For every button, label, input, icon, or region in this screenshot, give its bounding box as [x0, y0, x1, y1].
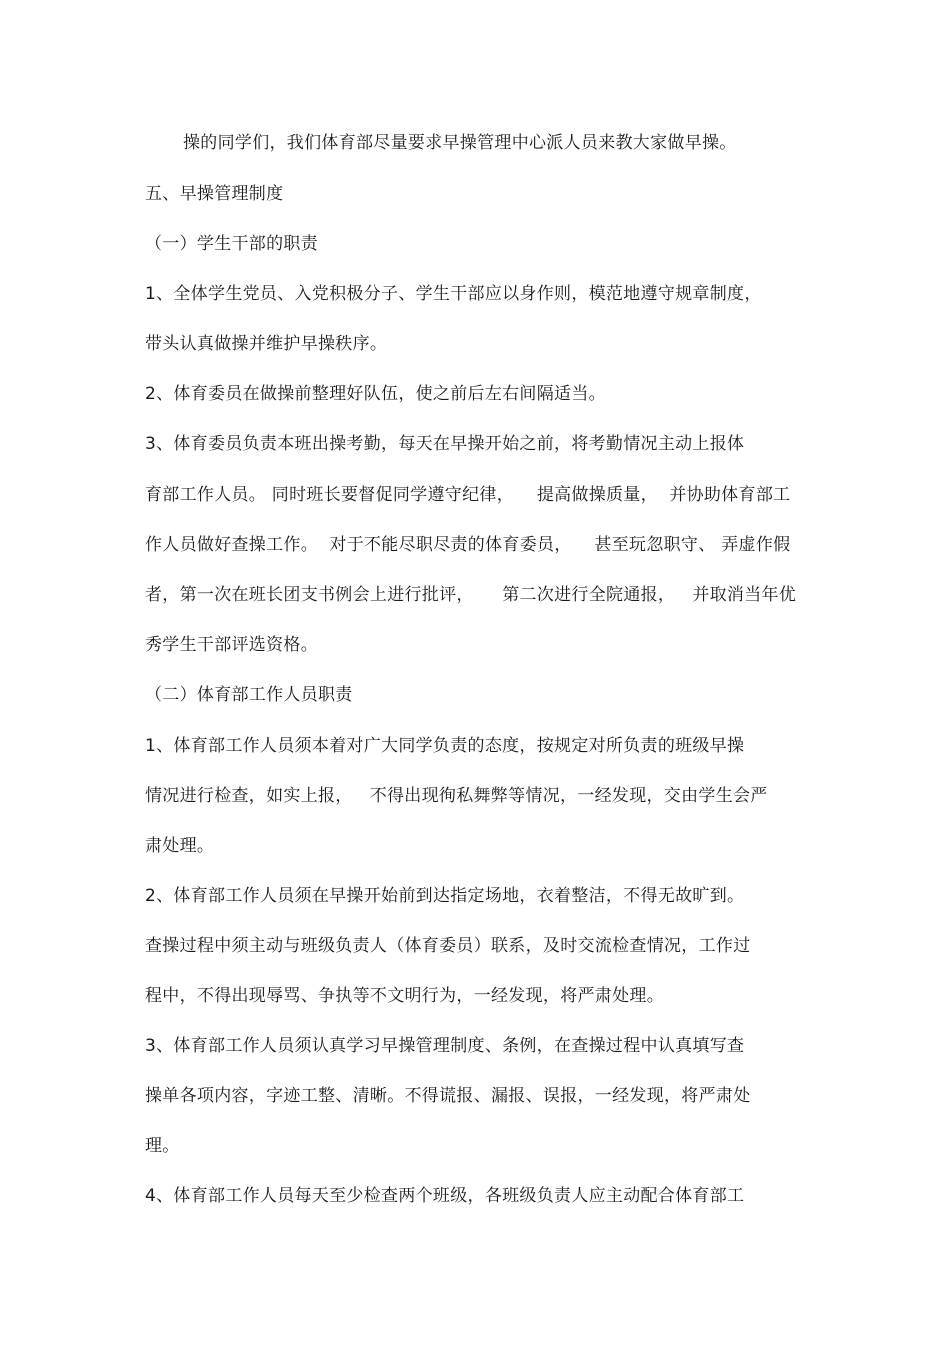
text-line: 查操过程中须主动与班级负责人（体育委员）联系，及时交流检查情况，工作过	[145, 936, 751, 956]
text-line: 作人员做好查操工作。 对于不能尽职尽责的体育委员， 甚至玩忽职守、 弄虚作假	[145, 535, 791, 555]
text-line: 肃处理。	[145, 836, 215, 856]
text-line: 带头认真做操并维护早操秩序。	[145, 334, 388, 354]
text-line: 4、体育部工作人员每天至少检查两个班级，各班级负责人应主动配合体育部工	[145, 1186, 745, 1206]
text-line: 2、体育委员在做操前整理好队伍，使之前后左右间隔适当。	[145, 384, 606, 404]
text-line: 育部工作人员。 同时班长要督促同学遵守纪律， 提高做操质量， 并协助体育部工	[145, 485, 791, 505]
text-line: 1、体育部工作人员须本着对广大同学负责的态度，按规定对所负责的班级早操	[145, 736, 745, 756]
text-line-continuation: 操的同学们，我们体育部尽量要求早操管理中心派人员来教大家做早操。	[183, 133, 737, 153]
text-line: 秀学生干部评选资格。	[145, 635, 318, 655]
text-line: 程中，不得出现辱骂、争执等不文明行为，一经发现，将严肃处理。	[145, 986, 664, 1006]
text-line: 情况进行检查，如实上报， 不得出现徇私舞弊等情况，一经发现，交由学生会严	[145, 786, 768, 806]
subsection-heading-1: （一）学生干部的职责	[145, 234, 318, 254]
text-line: 1、全体学生党员、入党积极分子、学生干部应以身作则，模范地遵守规章制度，	[145, 284, 762, 304]
text-line: 理。	[145, 1136, 180, 1156]
text-line: 2、体育部工作人员须在早操开始前到达指定场地，衣着整洁，不得无故旷到。	[145, 886, 745, 906]
text-line: 操单各项内容，字迹工整、清晰。不得谎报、漏报、误报，一经发现，将严肃处	[145, 1086, 751, 1106]
subsection-heading-2: （二）体育部工作人员职责	[145, 685, 353, 705]
text-line: 3、体育委员负责本班出操考勤，每天在早操开始之前，将考勤情况主动上报体	[145, 434, 745, 454]
section-heading-5: 五、早操管理制度	[145, 184, 284, 204]
text-line: 3、体育部工作人员须认真学习早操管理制度、条例，在查操过程中认真填写查	[145, 1036, 745, 1056]
text-line: 者，第一次在班长团支书例会上进行批评， 第二次进行全院通报， 并取消当年优	[145, 585, 797, 605]
